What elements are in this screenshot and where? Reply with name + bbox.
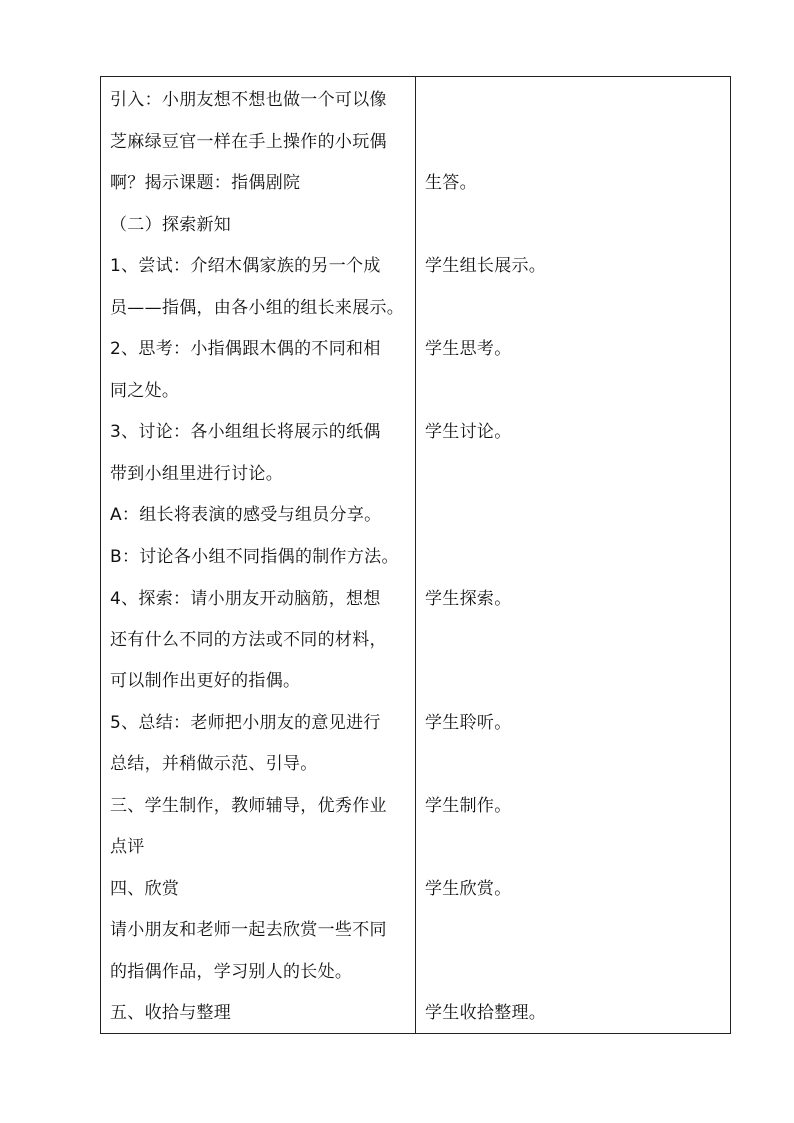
left-line: 可以制作出更好的指偶。 — [110, 671, 301, 691]
left-line: 同之处。 — [110, 381, 180, 401]
left-line: 员——指偶，由各小组的组长来展示。 — [110, 298, 405, 318]
left-line: 总结，并稍做示范、引导。 — [110, 754, 318, 774]
right-line: 生答。 — [425, 173, 477, 193]
left-line: 请小朋友和老师一起去欣赏一些不同 — [110, 920, 387, 940]
student-activity-column — [416, 77, 730, 1033]
left-line: 2、思考：小指偶跟木偶的不同和相 — [110, 339, 381, 359]
teacher-activity-column — [101, 77, 415, 1033]
left-line: 四、欣赏 — [110, 879, 180, 899]
left-line: （二）探索新知 — [110, 215, 232, 235]
left-line: 1、尝试：介绍木偶家族的另一个成 — [110, 256, 381, 276]
left-line: 五、收拾与整理 — [110, 1003, 232, 1023]
right-line: 学生收拾整理。 — [425, 1003, 547, 1023]
left-line: 5、总结：老师把小朋友的意见进行 — [110, 713, 381, 733]
left-line: 4、探索：请小朋友开动脑筋，想想 — [110, 589, 381, 609]
right-line: 学生聆听。 — [425, 713, 512, 733]
left-line: A：组长将表演的感受与组员分享。 — [110, 505, 382, 525]
right-line: 学生讨论。 — [425, 422, 512, 442]
left-line: 芝麻绿豆官一样在手上操作的小玩偶 — [110, 132, 387, 152]
left-line: 引入：小朋友想不想也做一个可以像 — [110, 90, 387, 110]
right-line: 学生制作。 — [425, 796, 512, 816]
right-line: 学生思考。 — [425, 339, 512, 359]
left-line: 3、讨论：各小组组长将展示的纸偶 — [110, 422, 381, 442]
left-line: B：讨论各小组不同指偶的制作方法。 — [110, 547, 399, 567]
left-line: 的指偶作品，学习别人的长处。 — [110, 962, 353, 982]
left-line: 带到小组里进行讨论。 — [110, 464, 283, 484]
left-line: 还有什么不同的方法或不同的材料， — [110, 630, 387, 650]
left-line: 啊？揭示课题：指偶剧院 — [110, 173, 301, 193]
left-line: 三、学生制作，教师辅导，优秀作业 — [110, 796, 387, 816]
left-line: 点评 — [110, 837, 145, 857]
right-line: 学生组长展示。 — [425, 256, 547, 276]
right-line: 学生欣赏。 — [425, 879, 512, 899]
right-line: 学生探索。 — [425, 589, 512, 609]
lesson-table — [100, 76, 731, 1034]
